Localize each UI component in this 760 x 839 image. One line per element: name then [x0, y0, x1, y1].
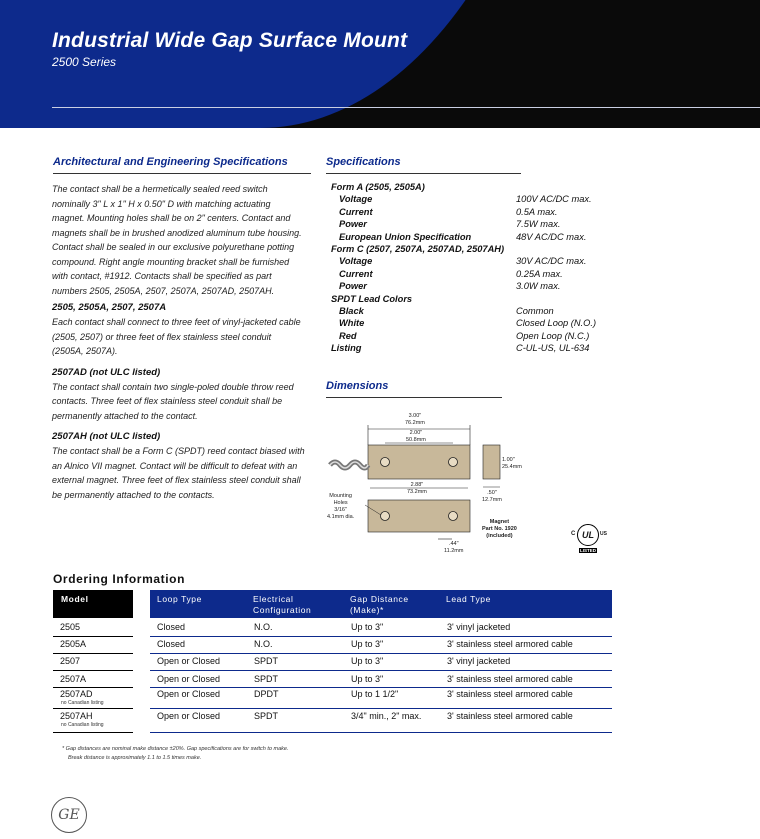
row-divider [53, 636, 133, 637]
model-cell: 2507A [60, 674, 87, 684]
dim-height: 1.00" 25.4mm [502, 457, 522, 470]
config-cell: SPDT [254, 711, 279, 721]
header-model-label: Model [61, 594, 89, 604]
paragraph-line: numbers 2505, 2505A, 2507, 2507A, 2507AD, 2507AH. [52, 285, 275, 296]
ge-logo-text: GE [58, 807, 80, 823]
lead-cell: 3' stainless steel armored cable [447, 711, 573, 721]
page-subtitle: 2500 Series [52, 55, 117, 69]
row-divider [150, 732, 612, 733]
paragraph-line: magnet. Mounting holes shall be on 2" centers. Contact and [52, 213, 291, 223]
spec-value: 0.25A max. [516, 268, 563, 279]
ul-c-mark: C [571, 531, 576, 537]
loop-cell: Closed [157, 622, 186, 632]
model-cell: 2505A [60, 639, 87, 649]
loop-cell: Open or Closed [157, 656, 221, 666]
ordering-title: Ordering Information [53, 572, 185, 586]
spec-value: 100V AC/DC max. [516, 194, 592, 205]
paragraph-line: (2505A, 2507A). [52, 346, 118, 356]
dim-magnet-label: Magnet Part No. 1920 (included) [482, 519, 517, 539]
config-cell: SPDT [254, 656, 279, 666]
spec-value: 48V AC/DC max. [516, 231, 587, 242]
model-note: no Canadian listing [61, 722, 104, 728]
loop-cell: Open or Closed [157, 689, 221, 699]
header-gap-label: Gap Distance (Make)* [350, 594, 409, 615]
ordering-header-model [53, 590, 133, 618]
paragraph-line: nominally 3" L x 1" H x 0.50" D with matching actuating [52, 198, 271, 209]
spec-label: Power [339, 281, 367, 292]
paragraph-line: an Alnico VII magnet. Contact will be difficult to defeat with an [52, 460, 298, 471]
model-note: no Canadian listing [61, 700, 104, 706]
row-divider [53, 687, 133, 688]
row-divider [150, 687, 612, 688]
header-loop-label: Loop Type [157, 594, 202, 604]
spec-value: 0.5A max. [516, 206, 558, 217]
spec-value: 30V AC/DC max. [516, 256, 587, 267]
lead-cell: 3' stainless steel armored cable [447, 674, 573, 684]
paragraph-line: external magnet. Three feet of flex stainless steel conduit shall [52, 475, 301, 485]
spec-label: Voltage [339, 194, 373, 205]
gap-cell: 3/4" min., 2" max. [351, 711, 422, 721]
paragraph-line: The contact shall contain two single-poled double throw reed [52, 381, 294, 392]
dimensions-heading: Dimensions [326, 380, 389, 392]
gap-cell: Up to 3" [351, 622, 384, 632]
ordering-header-bar [150, 590, 612, 618]
paragraph-line: The contact shall be a hermetically sealed reed switch [52, 184, 268, 194]
paragraph-line: The contact shall be a Form C (SPDT) reed contact biased with [52, 446, 305, 456]
row-divider [53, 732, 133, 733]
gap-cell: Up to 3" [351, 674, 384, 684]
dimensions-rule [326, 397, 502, 398]
spec-label: Power [339, 219, 367, 230]
spec-label: Black [339, 306, 364, 316]
paragraph-line: with contact, #1912. Contacts shall be specified as part [52, 271, 272, 281]
ul-us-mark: US [600, 531, 607, 537]
spec-value: Open Loop (N.C.) [516, 330, 590, 341]
spec-value: Common [516, 306, 554, 316]
spec-label: Current [339, 268, 373, 279]
paragraph-line: Each contact shall connect to three feet of vinyl-jacketed cable [52, 317, 301, 327]
ul-listed-mark [571, 524, 607, 556]
ul-listed-label: LISTED [580, 548, 597, 553]
header-lead-label: Lead Type [446, 594, 491, 604]
model-cell: 2507AD [60, 689, 93, 699]
dim-depth: .50" 12.7mm [482, 490, 502, 503]
spec-label: SPDT Lead Colors [331, 293, 413, 304]
spec-value: Closed Loop (N.O.) [516, 318, 597, 329]
paragraph-line: permanently attached to the contact. [52, 410, 198, 421]
dim-magnet-depth: .44" 11.2mm [444, 541, 464, 554]
ge-logo [51, 797, 87, 833]
spec-value: 3.0W max. [516, 281, 561, 292]
model-cell: 2507 [60, 656, 81, 666]
lead-cell: 3' vinyl jacketed [447, 656, 511, 666]
ul-circle-icon: UL [577, 524, 599, 546]
paragraph-line: (2505, 2507) or three feet of flex stainless steel conduit [52, 331, 272, 342]
spec-group-heading: 2505, 2505A, 2507, 2507A [52, 302, 167, 313]
model-cell: 2507AH [60, 711, 93, 721]
config-cell: N.O. [254, 622, 273, 632]
specifications-rule [326, 173, 521, 174]
dim-length: 3.00" 76.2mm [405, 413, 425, 426]
gap-cell: Up to 1 1/2" [351, 689, 399, 699]
specifications-heading: Specifications [326, 156, 401, 168]
header-banner [0, 0, 760, 128]
architectural-heading: Architectural and Engineering Specifications [53, 156, 288, 168]
spec-label: Voltage [339, 256, 373, 267]
architectural-rule [53, 173, 311, 174]
row-divider [150, 708, 612, 709]
config-cell: DPDT [254, 689, 279, 699]
row-divider [150, 670, 612, 671]
spec-group-heading: 2507AH (not ULC listed) [52, 431, 161, 442]
row-divider [53, 708, 133, 709]
row-divider [53, 653, 133, 654]
spec-label: White [339, 318, 365, 329]
model-cell: 2505 [60, 622, 81, 632]
gap-cell: Up to 3" [351, 656, 384, 666]
loop-cell: Closed [157, 639, 186, 649]
paragraph-line: Contact shall be sealed in our exclusive polyurethane potting [52, 242, 295, 252]
paragraph-line: compound. Right angle mounting bracket shall be furnished [52, 256, 290, 267]
spec-label: Form A (2505, 2505A) [331, 182, 425, 192]
paragraph-line: be permanently attached to the contacts. [52, 489, 215, 500]
lead-cell: 3' vinyl jacketed [447, 622, 511, 632]
loop-cell: Open or Closed [157, 674, 221, 684]
config-cell: SPDT [254, 674, 279, 684]
spec-group-heading: 2507AD (not ULC listed) [52, 366, 161, 378]
gap-cell: Up to 3" [351, 639, 384, 649]
spec-value: 7.5W max. [516, 219, 561, 230]
config-cell: N.O. [254, 639, 273, 649]
footnote-1: * Gap distances are nominal make distance ±20%. Gap specifications are for switch to make. [62, 746, 289, 752]
lead-cell: 3' stainless steel armored cable [447, 689, 573, 699]
spec-label: Current [339, 206, 373, 217]
row-divider [150, 636, 612, 637]
spec-label: Listing [331, 343, 362, 354]
spec-label: Red [339, 330, 357, 341]
lead-cell: 3' stainless steel armored cable [447, 639, 573, 649]
paragraph-line: contacts. Three feet of flex stainless steel conduit shall be [52, 396, 283, 406]
dim-mounting-holes: Mounting Holes 3/16" 4.1mm dia. [327, 493, 355, 520]
armored-cable-graphic [330, 462, 368, 468]
row-divider [150, 653, 612, 654]
row-divider [53, 670, 133, 671]
spec-value: C-UL-US, UL-634 [516, 343, 590, 354]
paragraph-line: magnets shall be in brushed anodized aluminum tube housing. [52, 227, 302, 238]
dim-hole-spacing: 2.00" 50.8mm [406, 430, 426, 443]
spec-label: European Union Specification [339, 231, 472, 242]
dim-magnet-length: 2.88" 73.2mm [407, 482, 427, 495]
spec-label: Form C (2507, 2507A, 2507AD, 2507AH) [331, 244, 505, 254]
loop-cell: Open or Closed [157, 711, 221, 721]
page-title: Industrial Wide Gap Surface Mount [52, 29, 408, 52]
footnote-2: Break distance is approximately 1.1 to 1.5 times make. [68, 755, 202, 761]
header-rule [52, 107, 760, 108]
header-config-label: Electrical Configuration [253, 594, 312, 615]
